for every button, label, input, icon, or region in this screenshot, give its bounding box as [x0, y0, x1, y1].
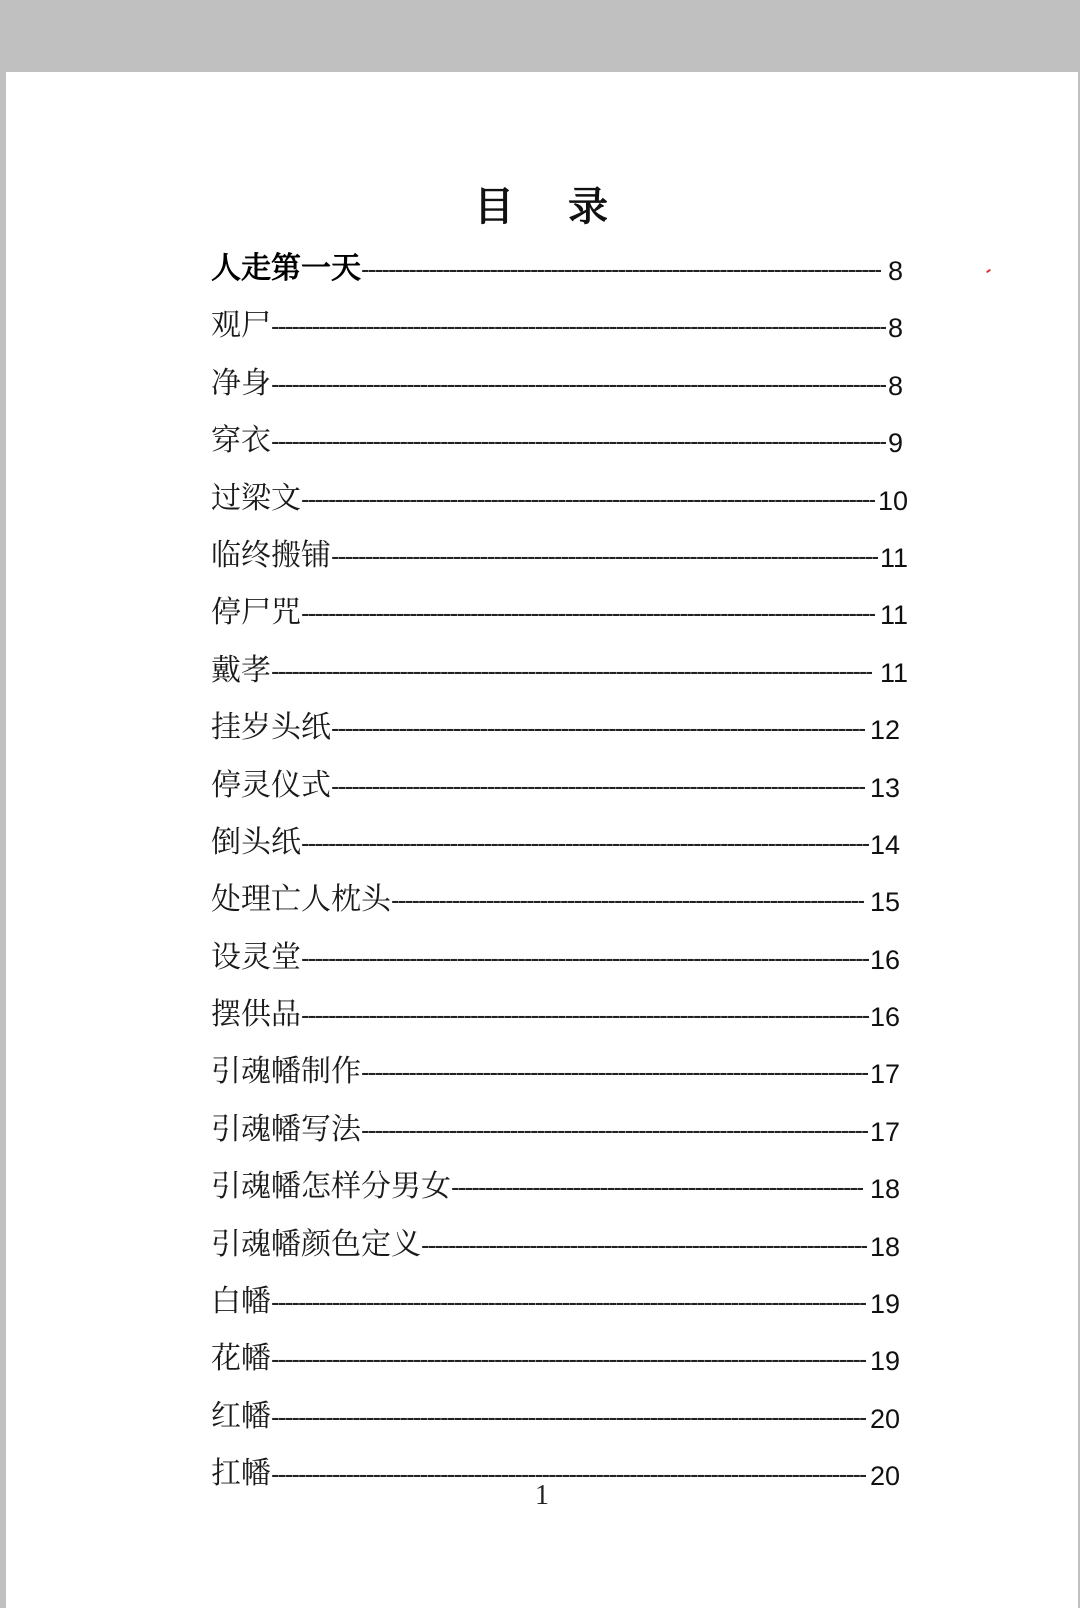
document-page [6, 72, 1078, 1608]
toc-entry-title: 红幡 [211, 1398, 271, 1434]
toc-leader-dashes: --------------------------------------------------------------------------- [361, 1114, 868, 1145]
toc-entry-title: 人走第一天 [211, 251, 361, 286]
page-number: 1 [535, 1480, 549, 1511]
toc-entry-page: 18 [869, 1174, 900, 1205]
toc-entry[interactable] [211, 871, 931, 928]
toc-leader-dashes: ------------------------------------------------------------------------------- [331, 770, 865, 801]
toc-entry-page: 20 [869, 1403, 900, 1434]
toc-heading-char-2: 录 [568, 184, 610, 230]
toc-leader-dashes: ------------------------------------------------------------- [451, 1172, 864, 1203]
toc-entry[interactable] [211, 412, 931, 469]
toc-entry-page: 17 [869, 1116, 900, 1147]
toc-entry-page: 8 [887, 256, 903, 286]
toc-entry-title: 花幡 [211, 1341, 271, 1377]
toc-entry-page: 20 [869, 1461, 900, 1492]
toc-leader-dashes: ------------------------------------------------------------------------------- [331, 713, 865, 744]
toc-entry[interactable] [211, 814, 931, 871]
toc-entry[interactable] [211, 757, 931, 814]
toc-entry-page: 8 [887, 313, 903, 344]
toc-leader-dashes: ---------------------------------------------------------------------------------------- [271, 1459, 866, 1490]
toc-entry-title: 穿衣 [211, 423, 271, 459]
toc-leader-dashes: --------------------------------------------------------------------------------- [331, 540, 879, 571]
toc-leader-dashes: ---------------------------------------------------------------------- [391, 885, 865, 916]
toc-entry-title: 过梁文 [211, 480, 301, 516]
toc-leader-dashes: ------------------------------------------------------------------------------------- [301, 598, 876, 629]
toc-entry-page: 9 [887, 428, 903, 459]
toc-entry-page: 12 [869, 715, 900, 746]
toc-entry[interactable] [211, 1273, 931, 1330]
toc-entry[interactable] [211, 929, 931, 986]
ink-speck [986, 269, 991, 274]
toc-entry-page: 11 [879, 600, 908, 631]
toc-entry-page: 8 [887, 370, 903, 401]
toc-entry[interactable] [211, 1388, 931, 1445]
toc-leader-dashes: ------------------------------------------------------------------------------------------- [271, 426, 886, 457]
toc-entry-title: 挂岁头纸 [211, 710, 331, 746]
toc-entry-title: 摆供品 [211, 997, 301, 1033]
toc-entry-title: 戴孝 [211, 652, 271, 688]
toc-leader-dashes: ------------------------------------------------------------------------------------------- [271, 311, 886, 342]
toc-leader-dashes: --------------------------------------------------------------------------- [361, 1057, 868, 1088]
toc-entry-page: 15 [869, 887, 900, 918]
toc-entry-title: 处理亡人枕头 [211, 882, 391, 918]
toc-leader-dashes: ---------------------------------------------------------------------------------------- [271, 1344, 866, 1375]
toc-entry[interactable] [211, 355, 931, 412]
toc-leader-dashes: ------------------------------------------------------------------ [421, 1229, 868, 1260]
toc-entry-title: 引魂幡写法 [211, 1111, 361, 1147]
toc-entry[interactable] [211, 1330, 931, 1387]
toc-entry-page: 18 [869, 1231, 900, 1262]
toc-entry-page: 16 [869, 944, 900, 975]
toc-leader-dashes: ---------------------------------------------------------------------------------------- [271, 1401, 866, 1432]
toc-entry[interactable] [211, 470, 931, 527]
toc-entry[interactable] [211, 297, 931, 354]
toc-entry-title: 倒头纸 [211, 824, 301, 860]
toc-entry-title: 引魂幡颜色定义 [211, 1226, 421, 1262]
toc-entry[interactable] [211, 1101, 931, 1158]
toc-leader-dashes: ---------------------------------------------------------------------------------------- [271, 1287, 866, 1318]
toc-entry[interactable] [211, 527, 931, 584]
toc-entry-page: 11 [879, 657, 908, 688]
toc-entry[interactable] [211, 584, 931, 641]
toc-entry[interactable] [211, 986, 931, 1043]
toc-entry-title: 引魂幡制作 [211, 1054, 361, 1090]
toc-leader-dashes: ------------------------------------------------------------------------------------ [301, 1000, 869, 1031]
toc-leader-dashes: ----------------------------------------------------------------------------------------- [271, 655, 873, 686]
toc-entry-page: 19 [869, 1346, 900, 1377]
toc-entry-title: 停灵仪式 [211, 767, 331, 803]
toc-leader-dashes: ------------------------------------------------------------------------------------ [301, 827, 869, 858]
toc-entry-page: 19 [869, 1289, 900, 1320]
toc-entry-title: 停尸咒 [211, 595, 301, 631]
toc-entry[interactable] [211, 699, 931, 756]
toc-entry-page: 13 [869, 772, 900, 803]
toc-entry[interactable] [211, 642, 931, 699]
toc-entry-title: 观尸 [211, 308, 271, 344]
toc-entry-title: 引魂幡怎样分男女 [211, 1169, 451, 1205]
toc-leader-dashes: ------------------------------------------------------------------------------------------- [271, 368, 886, 399]
toc-leader-dashes: ------------------------------------------------------------------------------------ [301, 942, 869, 973]
table-of-contents [211, 240, 931, 1503]
toc-leader-dashes: ----------------------------------------------------------------------------- [361, 254, 882, 284]
toc-entry[interactable] [211, 1158, 931, 1215]
toc-leader-dashes: ------------------------------------------------------------------------------------- [301, 483, 876, 514]
toc-heading-char-1: 目 [474, 184, 516, 230]
toc-entry-page: 14 [869, 829, 900, 860]
toc-entry[interactable] [211, 1043, 931, 1100]
toc-entry-page: 17 [869, 1059, 900, 1090]
toc-entry[interactable] [211, 240, 931, 297]
toc-heading [6, 175, 1078, 232]
toc-entry-title: 临终搬铺 [211, 537, 331, 573]
toc-entry-page: 10 [877, 485, 908, 516]
toc-entry-title: 净身 [211, 365, 271, 401]
toc-entry-page: 11 [879, 542, 908, 573]
toc-entry-title: 扛幡 [211, 1456, 271, 1492]
toc-entry[interactable] [211, 1216, 931, 1273]
toc-entry-title: 设灵堂 [211, 939, 301, 975]
toc-entry-page: 16 [869, 1002, 900, 1033]
toc-entry-title: 白幡 [211, 1284, 271, 1320]
